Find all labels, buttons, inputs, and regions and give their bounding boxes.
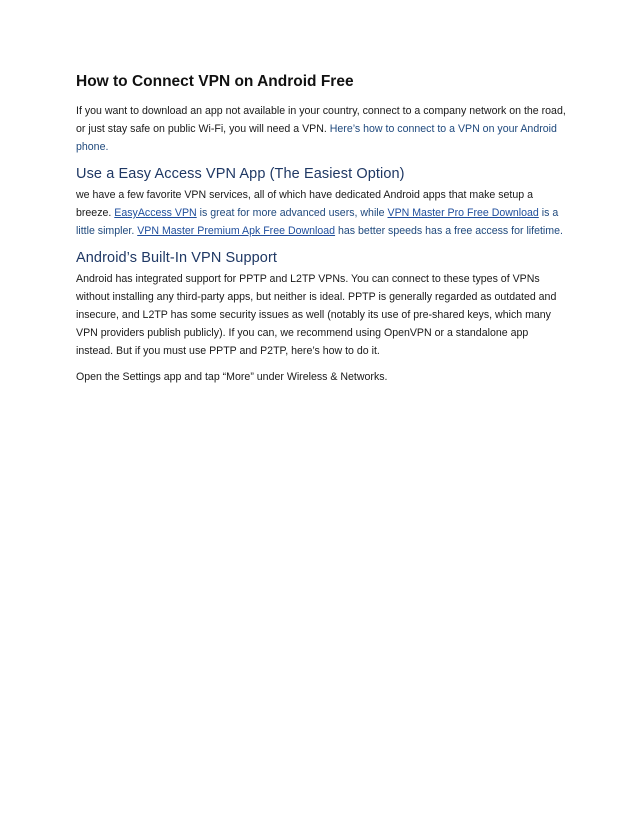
section1-text-start: we have a few favorite VPN services, all of which have dedicated Android apps that make setup a breeze. xyxy=(76,189,533,219)
intro-paragraph xyxy=(76,102,568,156)
vpn-master-pro-link[interactable]: VPN Master Pro Free Download xyxy=(387,207,539,219)
section1-text-mid1: is great for more advanced users, while xyxy=(196,207,388,219)
document-page xyxy=(76,72,568,394)
vpn-master-premium-link[interactable]: VPN Master Premium Apk Free Download xyxy=(137,225,336,237)
easyaccess-vpn-link[interactable]: EasyAccess VPN xyxy=(114,207,197,219)
intro-text: If you want to download an app not available in your country, connect to a company network on the road, or just stay safe on public Wi-Fi, you will need a VPN. xyxy=(76,105,566,135)
section1-text-end: has better speeds has a free access for lifetime. xyxy=(335,225,563,237)
section2-paragraph2: Open the Settings app and tap “More” under Wireless & Networks. xyxy=(76,371,388,383)
document-title: How to Connect VPN on Android Free xyxy=(76,73,354,90)
section1-heading: Use a Easy Access VPN App (The Easiest Option) xyxy=(76,166,405,182)
section2-heading: Android’s Built-In VPN Support xyxy=(76,250,278,266)
section1-paragraph xyxy=(76,186,568,240)
section1-text-mid2: is a little simpler. xyxy=(76,207,559,237)
intro-highlight: Here’s how to connect to a VPN on your Android phone. xyxy=(76,123,557,153)
section2-paragraph1: Android has integrated support for PPTP and L2TP VPNs. You can connect to these types of VPNs without installing any third-party apps, but neither is ideal. PPTP is generally regarded as outdated and insecure, and L2TP has some security issues as well (notably its use of pre-shared keys, which many VPN providers publish publicly). If you can, we recommend using OpenVPN or a standalone app instead. But if you must use PPTP and P2TP, here’s how to do it. xyxy=(76,273,557,357)
